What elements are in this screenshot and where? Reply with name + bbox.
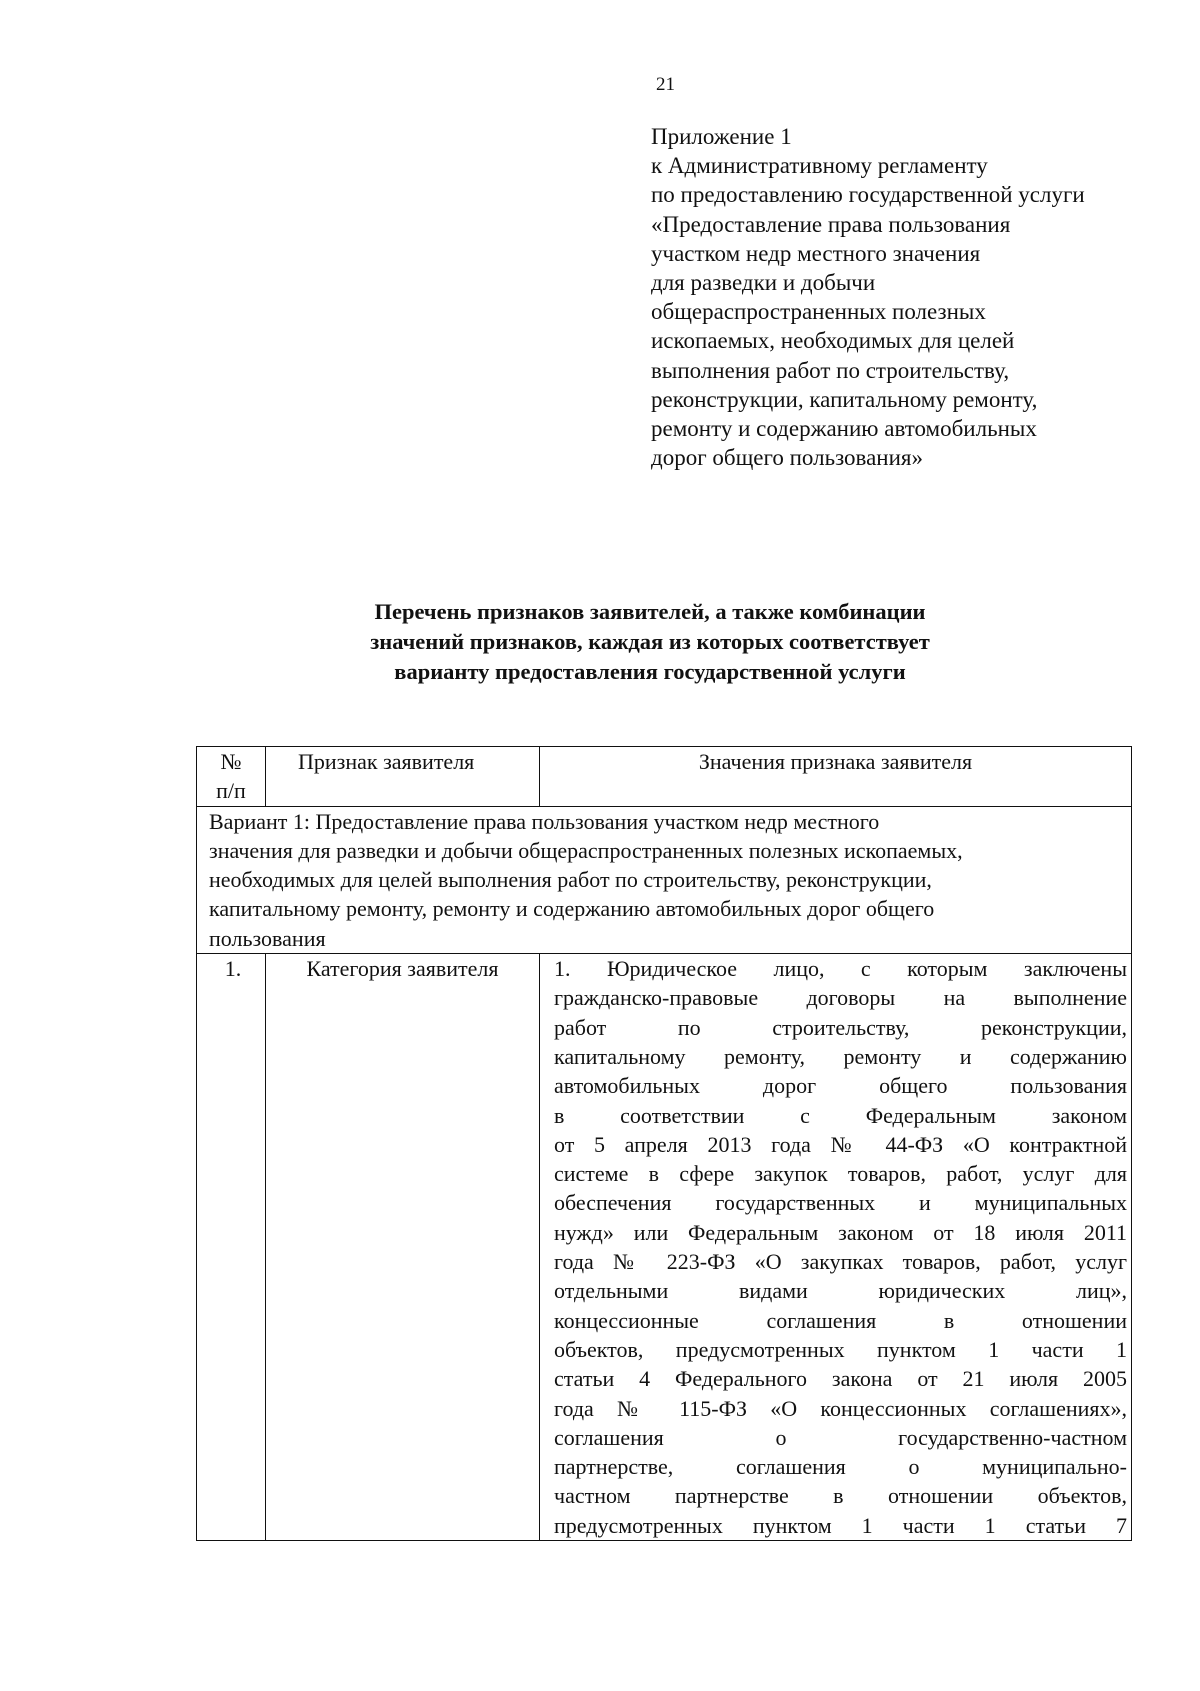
header-number-symbol: № (220, 749, 242, 774)
title-line: значений признаков, каждая из которых соответствует (370, 629, 930, 654)
value-line: системе в сфере закупок товаров, работ, услуг для (554, 1161, 1127, 1187)
page-number: 21 (656, 74, 675, 95)
table-row (197, 954, 1132, 1541)
value-line: автомобильных дорог общего пользования (554, 1073, 1127, 1099)
header-values-cell: Значения признака заявителя (540, 747, 1132, 807)
title-line: варианту предоставления государственной услуги (394, 659, 906, 684)
value-line: объектов, предусмотренных пунктом 1 части 1 (554, 1336, 1127, 1362)
value-line: партнерстве, соглашения о муниципально- (554, 1454, 1127, 1480)
appendix-line: общераспространенных полезных (651, 299, 986, 325)
row-sign-cell: Категория заявителя (266, 954, 540, 1541)
appendix-line: ископаемых, необходимых для целей (651, 328, 1015, 354)
header-number-cell (197, 747, 266, 807)
value-line: гражданско-правовые договоры на выполнение (554, 985, 1127, 1011)
value-line: 1. Юридическое лицо, с которым заключены (554, 956, 1127, 982)
value-line: концессионные соглашения в отношении (554, 1307, 1127, 1333)
variant-line: капитальному ремонту, ремонту и содержанию автомобильных дорог общего (209, 896, 935, 922)
value-line: отдельными видами юридических лиц», (554, 1278, 1127, 1304)
value-line: от 5 апреля 2013 года № 44-ФЗ «О контрактной (554, 1131, 1127, 1157)
title-line: Перечень признаков заявителей, а также комбинации (374, 599, 926, 624)
value-line: года № 223-ФЗ «О закупках товаров, работ, услуг (554, 1249, 1127, 1275)
value-line: работ по строительству, реконструкции, (554, 1014, 1127, 1040)
appendix-line: «Предоставление права пользования (651, 211, 1011, 237)
value-line: обеспечения государственных и муниципальных (554, 1190, 1127, 1216)
appendix-line: ремонту и содержанию автомобильных (651, 416, 1037, 442)
value-line: соглашения о государственно-частном (554, 1424, 1127, 1450)
appendix-line: для разведки и добычи (651, 270, 876, 296)
value-line: нужд» или Федеральным законом от 18 июля 2011 (554, 1219, 1127, 1245)
appendix-line: Приложение 1 (651, 124, 792, 149)
appendix-line: выполнения работ по строительству, (651, 357, 1010, 383)
variant-line: Вариант 1: Предоставление права пользования участком недр местного (209, 808, 880, 834)
appendix-line: участком недр местного значения (651, 240, 981, 266)
row-number-cell: 1. (197, 954, 266, 1541)
value-line: года № 115-ФЗ «О концессионных соглашениях», (554, 1395, 1127, 1421)
variant-cell (197, 806, 1132, 953)
document-title (240, 597, 1060, 687)
value-line: частном партнерстве в отношении объектов, (554, 1483, 1127, 1509)
header-sign-cell: Признак заявителя (266, 747, 540, 807)
appendix-line: к Административному регламенту (651, 153, 988, 179)
appendix-header (651, 122, 1191, 472)
header-number-abbr: п/п (216, 778, 246, 804)
value-line: предусмотренных пунктом 1 части 1 статьи 7 (554, 1512, 1127, 1538)
value-line: в соответствии с Федеральным законом (554, 1102, 1127, 1128)
variant-line: необходимых для целей выполнения работ по строительству, реконструкции, (209, 867, 932, 893)
appendix-line: по предоставлению государственной услуги (651, 182, 1085, 208)
appendix-line: дорог общего пользования» (651, 445, 924, 471)
variant-line: значения для разведки и добычи общераспространенных полезных ископаемых, (209, 837, 963, 863)
value-line: капитальному ремонту, ремонту и содержанию (554, 1043, 1127, 1069)
table-header-row (197, 747, 1132, 807)
variant-line: пользования (209, 925, 326, 951)
applicant-signs-table (196, 746, 1132, 1541)
appendix-line: реконструкции, капитальному ремонту, (651, 386, 1038, 412)
value-line: статьи 4 Федерального закона от 21 июля 2005 (554, 1366, 1127, 1392)
variant-row (197, 806, 1132, 953)
row-value-cell (540, 954, 1132, 1541)
